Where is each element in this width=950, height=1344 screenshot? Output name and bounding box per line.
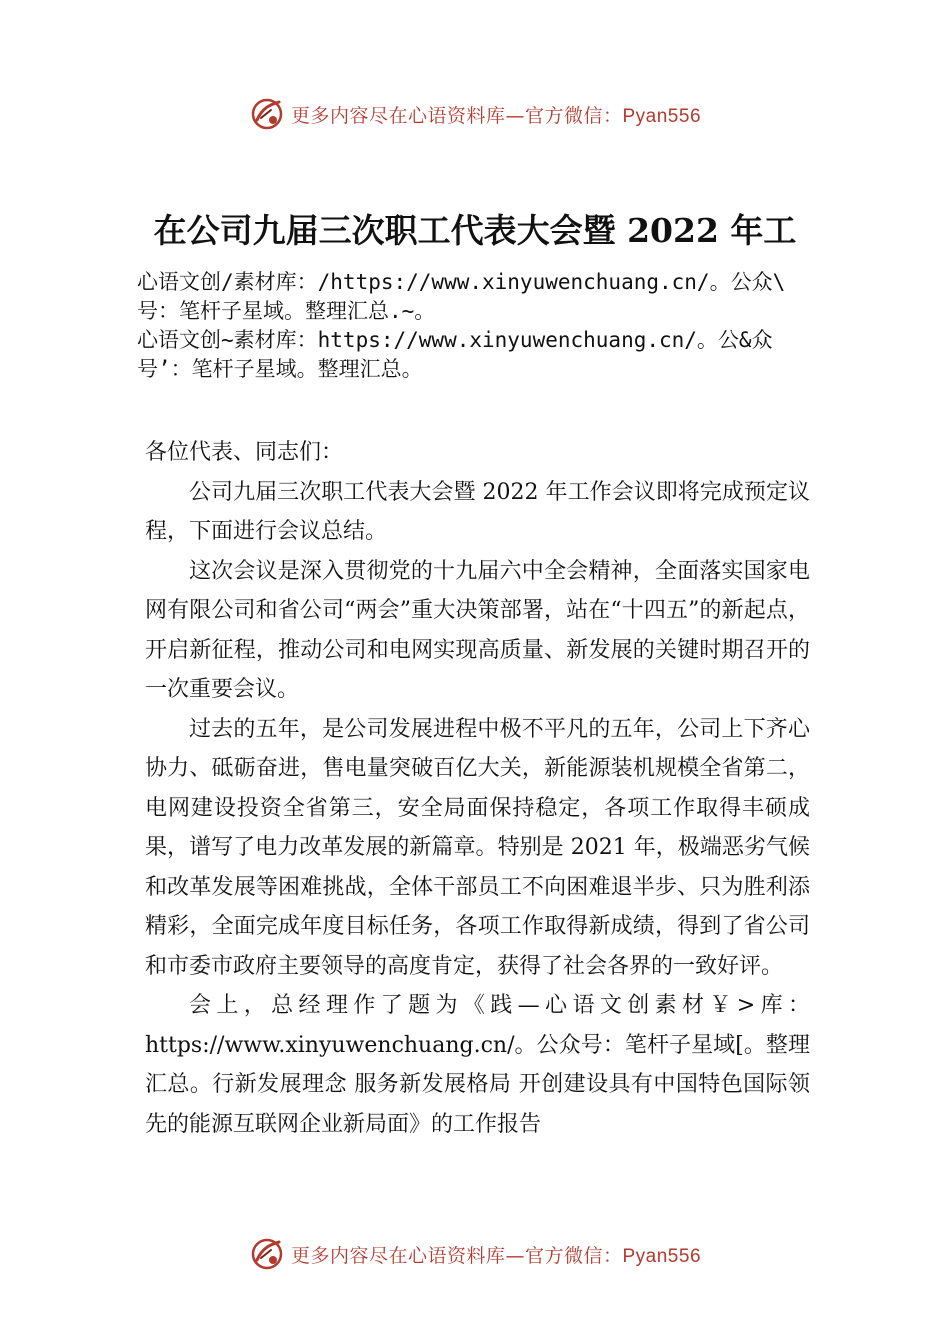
watermark-text-block	[137, 268, 857, 384]
body-paragraph: 这次会议是深入贯彻党的十九届六中全会精神，全面落实国家电网有限公司和省公司“两会”重大决策部署，站在“十四五”的新起点，开启新征程，推动公司和电网实现高质量、新发展的关键时期召开的一次重要会议。	[145, 558, 810, 702]
header-banner	[0, 92, 950, 136]
watermark-line: 心语文创/素材库：/https://www.xinyuwenchuang.cn/。公众\	[137, 270, 786, 294]
footer-banner-text: 更多内容尽在心语资料库—官方微信：Pyan556	[290, 1244, 702, 1267]
footer-banner	[0, 1232, 950, 1276]
document-body	[145, 433, 810, 1144]
watermark-line: 号：笔杆子星域。整理汇总.~。	[137, 299, 436, 323]
header-banner-handle: Pyan556	[622, 105, 702, 127]
body-paragraph: 过去的五年，是公司发展进程中极不平凡的五年，公司上下齐心协力、砥砺奋进，售电量突破百亿大关，新能源装机规模全省第二，电网建设投资全省第三，安全局面保持稳定，各项工作取得丰硕成果，谱写了电力改革发展的新篇章。特别是 2021 年，极端恶劣气候和改革发展等困难挑战，全体干部员工不向困难退半步、只为胜利添精彩，全面完成年度目标任务，各项工作取得新成绩，得到了省公司和市委市政府主要领导的高度肯定，获得了社会各界的一致好评。	[145, 716, 810, 979]
footer-banner-handle: Pyan556	[622, 1245, 702, 1267]
logo-icon	[249, 1236, 285, 1272]
watermark-line: 号’：笔杆子星域。整理汇总。	[137, 357, 423, 381]
header-banner-text: 更多内容尽在心语资料库—官方微信：Pyan556	[290, 104, 702, 127]
logo-icon	[249, 96, 285, 132]
body-paragraph: 会上，总经理作了题为《践—心语文创素材￥>库：https://www.xinyuwenchuang.cn/。公众号：笔杆子星域[。整理汇总。行新发展理念 服务新发展格局 开创建设具有中国特色国际领先的能源互联网企业新局面》的工作报告	[145, 993, 810, 1137]
watermark-line: 心语文创~素材库：https://www.xinyuwenchuang.cn/。公&众	[137, 328, 773, 352]
document-title: 在公司九届三次职工代表大会暨 2022 年工	[153, 211, 797, 250]
salutation: 各位代表、同志们：	[145, 440, 344, 465]
body-paragraph: 公司九届三次职工代表大会暨 2022 年工作会议即将完成预定议程，下面进行会议总结。	[145, 479, 810, 544]
